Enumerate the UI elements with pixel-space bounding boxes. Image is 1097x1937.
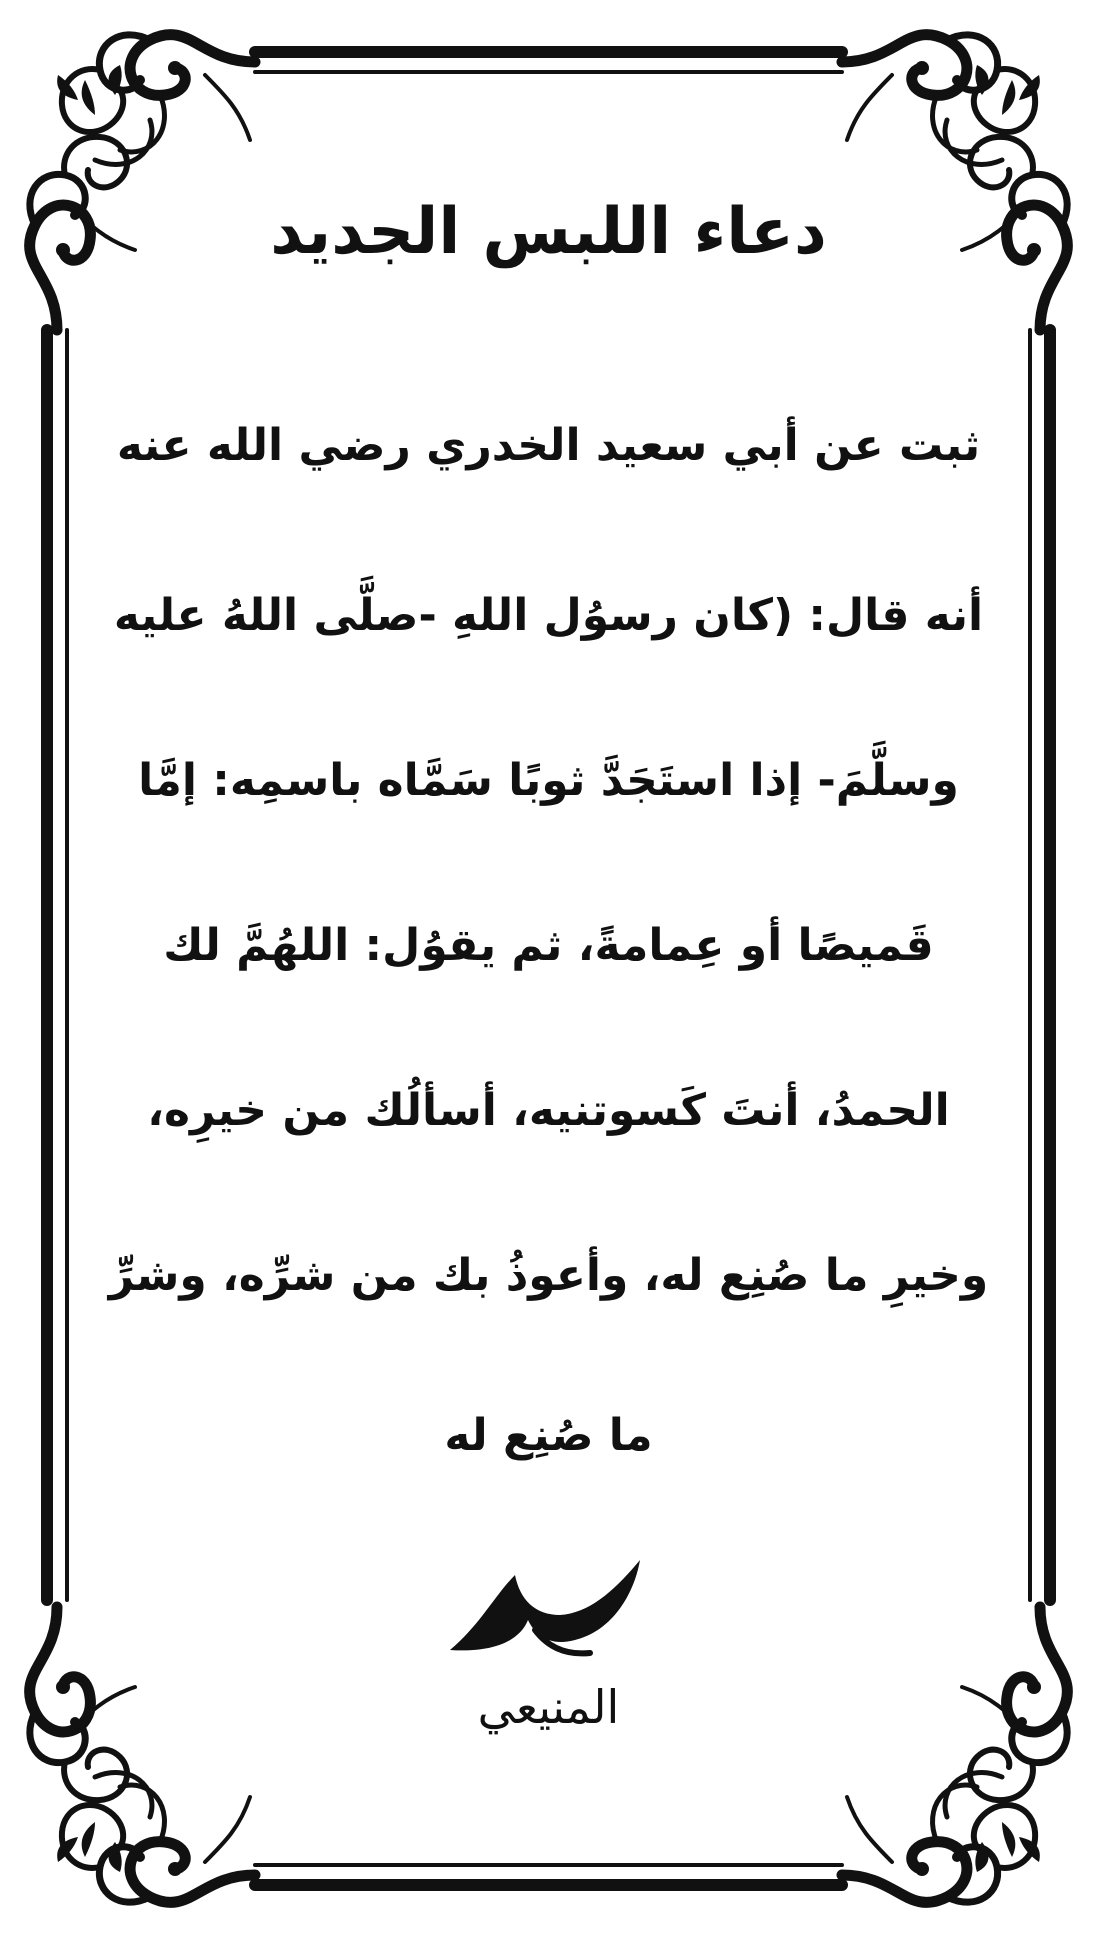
corner-ornament-bottom-left <box>30 1607 255 1902</box>
body-line-7: ما صُنِع له <box>444 1410 653 1461</box>
page-title: دعاء اللبس الجديد <box>270 195 827 269</box>
corner-ornament-top-left <box>30 35 255 330</box>
corner-ornament-bottom-right <box>842 1607 1067 1902</box>
body-line-6: وخيرِ ما صُنِع له، وأعوذُ بك من شرِّه، وشرِّ <box>108 1250 989 1301</box>
body-line-1: ثبت عن أبي سعيد الخدري رضي الله عنه <box>116 420 981 471</box>
body-line-4: قَميصًا أو عِمامةً، ثم يقوُل: اللهُمَّ لك <box>163 920 934 971</box>
body-line-5: الحمدُ، أنتَ كَسوتنيه، أسألُك من خيرِه، <box>147 1085 950 1136</box>
calligraphy-logo-icon <box>440 1555 657 1665</box>
body-line-3: وسلَّمَ- إذا استَجَدَّ ثوبًا سَمَّاه باسمِه: إمَّا <box>138 755 959 806</box>
corner-ornament-top-right <box>842 35 1067 330</box>
body-line-2: أنه قال: (كان رسوُل اللهِ -صلَّى اللهُ عليه <box>113 590 984 641</box>
signature-text: المنيعي <box>477 1680 620 1734</box>
